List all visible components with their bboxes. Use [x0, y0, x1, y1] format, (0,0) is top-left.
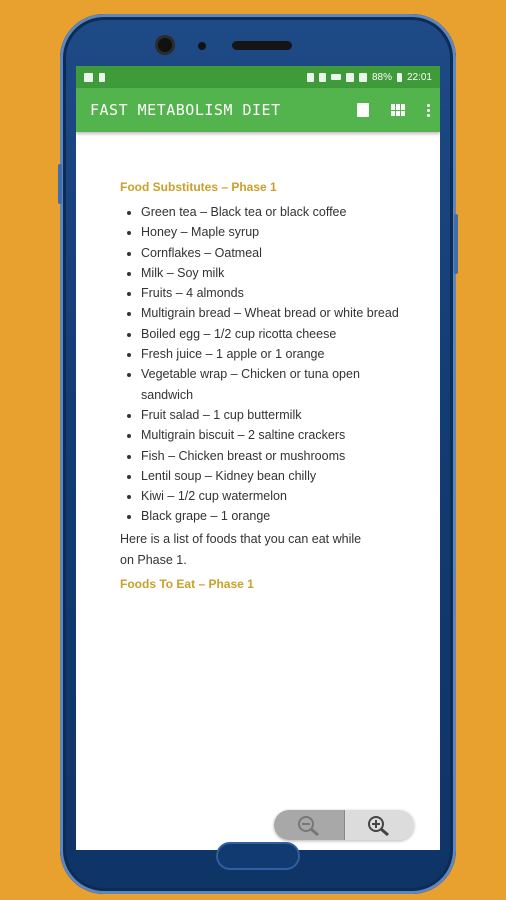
- book-icon[interactable]: [357, 103, 369, 117]
- list-item: • Green tea – Black tea or black coffee: [141, 202, 400, 222]
- list-item: • Kiwi – 1/2 cup watermelon: [141, 486, 400, 506]
- battery-icon: [397, 73, 402, 82]
- list-item: • Multigrain biscuit – 2 saltine crackers: [141, 425, 400, 445]
- home-button[interactable]: [216, 842, 300, 870]
- intro-paragraph: Here is a list of foods that you can eat while on Phase 1.: [120, 531, 362, 567]
- alarm-icon: [307, 73, 314, 82]
- list-item: • Fruit salad – 1 cup buttermilk: [141, 405, 400, 425]
- screen: [76, 66, 440, 850]
- file-notification-icon: [99, 73, 105, 82]
- list-item: • Fresh juice – 1 apple or 1 orange: [141, 344, 400, 364]
- list-item: • Multigrain bread – Wheat bread or white bread: [141, 303, 400, 323]
- clock: 22:01: [406, 71, 432, 83]
- section-title-substitutes: Food Substitutes – Phase 1: [120, 180, 277, 194]
- power-button: [454, 214, 458, 274]
- grid-icon[interactable]: [391, 104, 405, 116]
- status-bar: [76, 66, 440, 88]
- earpiece-speaker: [232, 41, 292, 50]
- volume-button: [58, 164, 62, 204]
- list-item: • Cornflakes – Oatmeal: [141, 243, 400, 263]
- section-title-foods-to-eat: Foods To Eat – Phase 1: [120, 576, 254, 591]
- zoom-in-icon: [366, 814, 392, 836]
- front-camera: [158, 38, 172, 52]
- zoom-in-button[interactable]: [344, 810, 415, 840]
- list-item: • Fish – Chicken breast or mushrooms: [141, 446, 400, 466]
- proximity-sensor: [198, 42, 206, 50]
- article-content: [76, 132, 440, 591]
- more-vertical-icon[interactable]: [427, 104, 430, 117]
- battery-percent: 88%: [371, 71, 392, 83]
- app-bar: [76, 88, 440, 132]
- list-item: • Boiled egg – 1/2 cup ricotta cheese: [141, 324, 400, 344]
- list-item: • Fruits – 4 almonds: [141, 283, 400, 303]
- wifi-icon: [346, 73, 354, 82]
- signal-icon: [359, 73, 367, 82]
- substitutes-list: [120, 202, 400, 527]
- gallery-notification-icon: [84, 73, 93, 82]
- network-speed-icon: [331, 74, 341, 80]
- list-item: • Milk – Soy milk: [141, 263, 400, 283]
- zoom-out-button[interactable]: [274, 810, 344, 840]
- vibrate-icon: [319, 73, 326, 82]
- list-item: • Vegetable wrap – Chicken or tuna open sandwich: [141, 364, 400, 405]
- zoom-controls: [274, 810, 414, 840]
- list-item: • Black grape – 1 orange: [141, 506, 400, 526]
- phone-frame: [60, 14, 456, 894]
- zoom-out-icon: [296, 814, 322, 836]
- list-item: • Honey – Maple syrup: [141, 222, 400, 242]
- app-title: FAST METABOLISM DIET: [90, 101, 281, 119]
- list-item: • Lentil soup – Kidney bean chilly: [141, 466, 400, 486]
